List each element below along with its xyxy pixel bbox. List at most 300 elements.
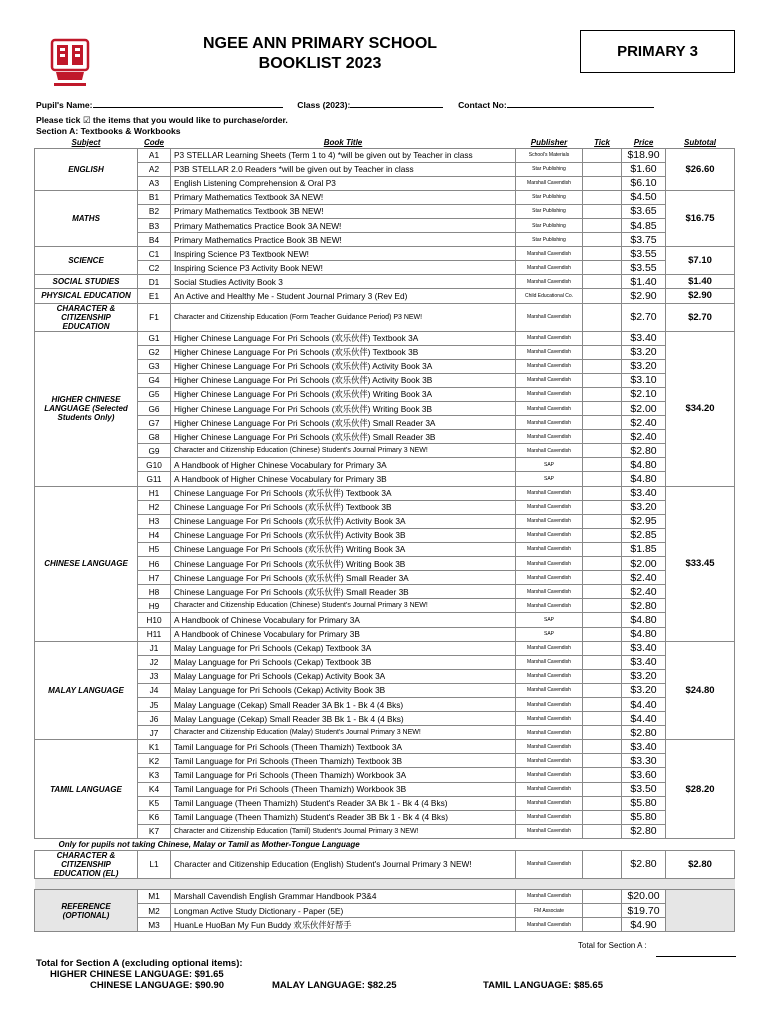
- book-publisher: Marshall Cavendish: [516, 740, 583, 754]
- tick-box[interactable]: [583, 233, 622, 247]
- col-tick: Tick: [594, 137, 610, 147]
- book-title: Malay Language for Pri Schools (Cekap) Textbook 3B: [171, 655, 516, 669]
- book-price: $2.80: [622, 599, 666, 613]
- instructions: [36, 115, 288, 137]
- book-row: [35, 387, 735, 401]
- tick-box[interactable]: [583, 275, 622, 289]
- book-title: Malay Language for Pri Schools (Cekap) Activity Book 3A: [171, 669, 516, 683]
- subject-cell: ENGLISH: [35, 148, 138, 190]
- book-code: K1: [138, 740, 171, 754]
- tick-box[interactable]: [583, 613, 622, 627]
- book-title: English Listening Comprehension & Oral P3: [171, 176, 516, 190]
- book-code: G11: [138, 472, 171, 486]
- book-publisher: Marshall Cavendish: [516, 303, 583, 331]
- class-field[interactable]: [350, 100, 443, 108]
- class-label: Class (2023):: [297, 100, 351, 110]
- book-price: $6.10: [622, 176, 666, 190]
- booklist-body: [35, 148, 735, 932]
- book-price: $5.80: [622, 796, 666, 810]
- book-title: Character and Citizenship Education (Malay) Student's Journal Primary 3 NEW!: [171, 726, 516, 740]
- totals-summary: [36, 958, 243, 980]
- book-row: [35, 726, 735, 740]
- book-title: Tamil Language for Pri Schools (Theen Thamizh) Workbook 3A: [171, 768, 516, 782]
- book-title: Primary Mathematics Practice Book 3B NEW!: [171, 233, 516, 247]
- book-price: $4.80: [622, 613, 666, 627]
- book-price: $3.50: [622, 782, 666, 796]
- book-price: $3.30: [622, 754, 666, 768]
- book-title: Character and Citizenship Education (English) Student's Journal Primary 3 NEW!: [171, 850, 516, 878]
- book-publisher: Marshall Cavendish: [516, 444, 583, 458]
- book-price: $20.00: [622, 889, 666, 903]
- contact-field[interactable]: [507, 100, 654, 108]
- book-price: $3.40: [622, 486, 666, 500]
- tick-box[interactable]: [583, 683, 622, 697]
- book-row: [35, 768, 735, 782]
- book-title: A Handbook of Higher Chinese Vocabulary for Primary 3A: [171, 458, 516, 472]
- book-publisher: Marshall Cavendish: [516, 416, 583, 430]
- book-code: A2: [138, 162, 171, 176]
- tick-box[interactable]: [583, 712, 622, 726]
- book-publisher: School's Materials: [516, 148, 583, 162]
- book-title: Character and Citizenship Education (Chinese) Student's Journal Primary 3 NEW!: [171, 599, 516, 613]
- tick-box[interactable]: [583, 571, 622, 585]
- tick-box[interactable]: [583, 768, 622, 782]
- book-code: J1: [138, 641, 171, 655]
- el-note: Only for pupils not taking Chinese, Malay or Tamil as Mother-Tongue Language: [58, 839, 360, 849]
- col-code: Code: [144, 137, 164, 147]
- book-price: $2.90: [622, 289, 666, 303]
- book-code: J5: [138, 697, 171, 711]
- book-title: Character and Citizenship Education (Chinese) Student's Journal Primary 3 NEW!: [171, 444, 516, 458]
- book-title: Chinese Language For Pri Schools (欢乐伙伴) Activity Book 3B: [171, 528, 516, 542]
- subtotal-cell: $2.90: [666, 289, 735, 303]
- book-price: $4.40: [622, 697, 666, 711]
- tick-box[interactable]: [583, 528, 622, 542]
- book-row: [35, 148, 735, 162]
- book-title: A Handbook of Chinese Vocabulary for Primary 3A: [171, 613, 516, 627]
- book-title: Malay Language (Cekap) Small Reader 3A Bk 1 - Bk 4 (4 Bks): [171, 697, 516, 711]
- subject-cell: CHINESE LANGUAGE: [35, 486, 138, 641]
- book-title: A Handbook of Higher Chinese Vocabulary for Primary 3B: [171, 472, 516, 486]
- tick-box[interactable]: [583, 176, 622, 190]
- book-code: J7: [138, 726, 171, 740]
- book-code: G10: [138, 458, 171, 472]
- contact-label: Contact No:: [458, 100, 507, 110]
- book-row: [35, 599, 735, 613]
- subject-cell: PHYSICAL EDUCATION: [35, 289, 138, 303]
- book-row: [35, 697, 735, 711]
- book-row: [35, 514, 735, 528]
- book-publisher: Star Publishing: [516, 190, 583, 204]
- book-code: H2: [138, 500, 171, 514]
- book-publisher: Marshall Cavendish: [516, 889, 583, 903]
- book-title: Inspiring Science P3 Activity Book NEW!: [171, 261, 516, 275]
- book-price: $3.20: [622, 345, 666, 359]
- subject-cell: MALAY LANGUAGE: [35, 641, 138, 740]
- subject-cell: CHARACTER & CITIZENSHIP EDUCATION: [35, 303, 138, 331]
- pupil-name-field[interactable]: [93, 100, 283, 108]
- subtotal-cell: $7.10: [666, 247, 735, 275]
- tick-box[interactable]: [583, 726, 622, 740]
- book-price: $3.20: [622, 359, 666, 373]
- book-title: Higher Chinese Language For Pri Schools (欢乐伙伴) Activity Book 3A: [171, 359, 516, 373]
- total-chinese: CHINESE LANGUAGE: $90.90: [90, 980, 225, 991]
- book-title: Chinese Language For Pri Schools (欢乐伙伴) Writing Book 3A: [171, 542, 516, 556]
- book-code: C1: [138, 247, 171, 261]
- book-publisher: Marshall Cavendish: [516, 430, 583, 444]
- book-code: K2: [138, 754, 171, 768]
- subtotal-cell: $26.60: [666, 148, 735, 190]
- book-publisher: Marshall Cavendish: [516, 557, 583, 571]
- book-price: $2.85: [622, 528, 666, 542]
- book-price: $1.60: [622, 162, 666, 176]
- primary-level-box: PRIMARY 3: [580, 30, 735, 73]
- book-row: [35, 458, 735, 472]
- book-code: G1: [138, 331, 171, 345]
- tick-box[interactable]: [583, 542, 622, 556]
- tick-box[interactable]: [583, 373, 622, 387]
- tick-box[interactable]: [583, 458, 622, 472]
- book-row: [35, 247, 735, 261]
- book-code: G3: [138, 359, 171, 373]
- book-price: $4.80: [622, 472, 666, 486]
- total-section-a-field[interactable]: [656, 956, 736, 957]
- section-heading: Section A: Textbooks & Workbooks: [36, 126, 181, 136]
- book-publisher: Marshall Cavendish: [516, 768, 583, 782]
- book-title: Tamil Language for Pri Schools (Theen Thamizh) Textbook 3A: [171, 740, 516, 754]
- book-price: $2.10: [622, 387, 666, 401]
- book-publisher: Marshall Cavendish: [516, 918, 583, 932]
- tick-box[interactable]: [583, 190, 622, 204]
- book-row: [35, 162, 735, 176]
- tick-box[interactable]: [583, 162, 622, 176]
- book-title: Chinese Language For Pri Schools (欢乐伙伴) Textbook 3A: [171, 486, 516, 500]
- book-row: [35, 850, 735, 878]
- book-row: [35, 904, 735, 918]
- book-code: G2: [138, 345, 171, 359]
- book-row: [35, 486, 735, 500]
- book-code: H10: [138, 613, 171, 627]
- tick-box[interactable]: [583, 918, 622, 932]
- book-row: [35, 289, 735, 303]
- book-price: $3.55: [622, 261, 666, 275]
- tick-box[interactable]: [583, 796, 622, 810]
- book-row: [35, 740, 735, 754]
- tick-box[interactable]: [583, 261, 622, 275]
- tick-box[interactable]: [583, 824, 622, 838]
- document-title: [150, 34, 490, 74]
- tick-box[interactable]: [583, 514, 622, 528]
- tick-box[interactable]: [583, 641, 622, 655]
- book-publisher: Marshall Cavendish: [516, 754, 583, 768]
- book-price: $2.40: [622, 430, 666, 444]
- tick-box[interactable]: [583, 402, 622, 416]
- tick-box[interactable]: [583, 486, 622, 500]
- book-price: $4.85: [622, 218, 666, 232]
- book-row: [35, 204, 735, 218]
- book-publisher: Marshall Cavendish: [516, 726, 583, 740]
- book-code: A3: [138, 176, 171, 190]
- book-code: M1: [138, 889, 171, 903]
- book-title: Higher Chinese Language For Pri Schools (欢乐伙伴) Textbook 3A: [171, 331, 516, 345]
- book-price: $1.85: [622, 542, 666, 556]
- book-price: $2.70: [622, 303, 666, 331]
- book-title: Chinese Language For Pri Schools (欢乐伙伴) Writing Book 3B: [171, 557, 516, 571]
- tick-box[interactable]: [583, 289, 622, 303]
- subtotal-cell: $28.20: [666, 740, 735, 839]
- tick-box[interactable]: [583, 500, 622, 514]
- book-title: Higher Chinese Language For Pri Schools (欢乐伙伴) Small Reader 3A: [171, 416, 516, 430]
- book-row: [35, 557, 735, 571]
- book-row: [35, 627, 735, 641]
- book-row: [35, 261, 735, 275]
- book-publisher: Marshall Cavendish: [516, 387, 583, 401]
- book-code: E1: [138, 289, 171, 303]
- book-price: $3.20: [622, 683, 666, 697]
- tick-box[interactable]: [583, 655, 622, 669]
- book-title: Chinese Language For Pri Schools (欢乐伙伴) Textbook 3B: [171, 500, 516, 514]
- book-publisher: Marshall Cavendish: [516, 796, 583, 810]
- book-price: $4.80: [622, 458, 666, 472]
- tick-box[interactable]: [583, 204, 622, 218]
- book-row: [35, 402, 735, 416]
- book-row: [35, 796, 735, 810]
- book-title: Higher Chinese Language For Pri Schools (欢乐伙伴) Textbook 3B: [171, 345, 516, 359]
- total-higher-chinese: HIGHER CHINESE LANGUAGE: $91.65: [50, 969, 224, 980]
- book-code: K3: [138, 768, 171, 782]
- book-row: [35, 233, 735, 247]
- book-code: H4: [138, 528, 171, 542]
- book-code: M3: [138, 918, 171, 932]
- book-title: P3 STELLAR Learning Sheets (Term 1 to 4) *will be given out by Teacher in class: [171, 148, 516, 162]
- subtotal-cell: $24.80: [666, 641, 735, 740]
- tick-box[interactable]: [583, 331, 622, 345]
- book-price: $2.40: [622, 585, 666, 599]
- book-title: Chinese Language For Pri Schools (欢乐伙伴) Small Reader 3A: [171, 571, 516, 585]
- tick-box[interactable]: [583, 599, 622, 613]
- book-row: [35, 585, 735, 599]
- tick-box[interactable]: [583, 472, 622, 486]
- tick-box[interactable]: [583, 585, 622, 599]
- total-malay: MALAY LANGUAGE: $82.25: [272, 980, 397, 991]
- book-price: $2.00: [622, 402, 666, 416]
- pupil-details-line: [36, 100, 654, 110]
- book-code: J4: [138, 683, 171, 697]
- tick-box[interactable]: [583, 904, 622, 918]
- school-crest-logo: [48, 38, 92, 90]
- book-code: K7: [138, 824, 171, 838]
- book-publisher: Marshall Cavendish: [516, 247, 583, 261]
- book-publisher: Star Publishing: [516, 204, 583, 218]
- col-price: Price: [633, 137, 654, 147]
- book-code: F1: [138, 303, 171, 331]
- book-price: $2.80: [622, 824, 666, 838]
- book-publisher: Marshall Cavendish: [516, 850, 583, 878]
- book-publisher: Marshall Cavendish: [516, 331, 583, 345]
- book-title: An Active and Healthy Me - Student Journal Primary 3 (Rev Ed): [171, 289, 516, 303]
- book-title: Character and Citizenship Education (Tamil) Student's Journal Primary 3 NEW!: [171, 824, 516, 838]
- tick-box[interactable]: [583, 430, 622, 444]
- col-subtotal: Subtotal: [684, 137, 716, 147]
- book-row: [35, 444, 735, 458]
- book-code: B1: [138, 190, 171, 204]
- book-publisher: Marshall Cavendish: [516, 641, 583, 655]
- tick-box[interactable]: [583, 416, 622, 430]
- book-title: HuanLe HuoBan My Fun Buddy 欢乐伙伴好帮手: [171, 918, 516, 932]
- book-price: $3.60: [622, 768, 666, 782]
- subtotal-cell: $2.70: [666, 303, 735, 331]
- book-code: J3: [138, 669, 171, 683]
- book-title: Higher Chinese Language For Pri Schools (欢乐伙伴) Writing Book 3B: [171, 402, 516, 416]
- tick-box[interactable]: [583, 345, 622, 359]
- book-publisher: Marshall Cavendish: [516, 782, 583, 796]
- book-price: $3.55: [622, 247, 666, 261]
- el-note-row: [35, 838, 735, 850]
- booklist-year: BOOKLIST 2023: [258, 55, 382, 72]
- tick-instruction: Please tick ☑ the items that you would like to purchase/order.: [36, 115, 288, 125]
- book-title: Primary Mathematics Textbook 3A NEW!: [171, 190, 516, 204]
- book-publisher: Marshall Cavendish: [516, 275, 583, 289]
- book-publisher: Marshall Cavendish: [516, 514, 583, 528]
- book-row: [35, 810, 735, 824]
- tick-box[interactable]: [583, 444, 622, 458]
- book-title: Social Studies Activity Book 3: [171, 275, 516, 289]
- subject-cell: MATHS: [35, 190, 138, 246]
- table-header: [35, 137, 735, 148]
- book-code: K6: [138, 810, 171, 824]
- subject-cell: HIGHER CHINESE LANGUAGE (Selected Students Only): [35, 331, 138, 486]
- book-row: [35, 571, 735, 585]
- tick-box[interactable]: [583, 740, 622, 754]
- book-code: M2: [138, 904, 171, 918]
- col-title: Book Title: [323, 137, 363, 147]
- booklist-table: [34, 137, 735, 932]
- tick-box[interactable]: [583, 754, 622, 768]
- tick-box[interactable]: [583, 148, 622, 162]
- subtotal-cell: $33.45: [666, 486, 735, 641]
- tick-box[interactable]: [583, 359, 622, 373]
- book-row: [35, 824, 735, 838]
- book-row: [35, 331, 735, 345]
- tick-box[interactable]: [583, 247, 622, 261]
- book-row: [35, 754, 735, 768]
- col-publisher: Publisher: [530, 137, 568, 147]
- book-title: A Handbook of Chinese Vocabulary for Primary 3B: [171, 627, 516, 641]
- book-price: $3.65: [622, 204, 666, 218]
- tick-box[interactable]: [583, 697, 622, 711]
- book-row: [35, 416, 735, 430]
- book-code: H3: [138, 514, 171, 528]
- book-row: [35, 430, 735, 444]
- tick-box[interactable]: [583, 669, 622, 683]
- book-publisher: Marshall Cavendish: [516, 712, 583, 726]
- book-price: $19.70: [622, 904, 666, 918]
- book-title: Primary Mathematics Textbook 3B NEW!: [171, 204, 516, 218]
- book-row: [35, 712, 735, 726]
- book-publisher: Star Publishing: [516, 233, 583, 247]
- book-code: G7: [138, 416, 171, 430]
- book-row: [35, 303, 735, 331]
- book-publisher: Marshall Cavendish: [516, 500, 583, 514]
- book-publisher: Star Publishing: [516, 162, 583, 176]
- book-publisher: SAP: [516, 472, 583, 486]
- tick-box[interactable]: [583, 557, 622, 571]
- book-price: $3.40: [622, 641, 666, 655]
- book-row: [35, 500, 735, 514]
- book-row: [35, 472, 735, 486]
- tick-box[interactable]: [583, 627, 622, 641]
- book-publisher: Marshall Cavendish: [516, 599, 583, 613]
- pupil-name-label: Pupil's Name:: [36, 100, 93, 110]
- book-publisher: Marshall Cavendish: [516, 697, 583, 711]
- book-title: P3B STELLAR 2.0 Readers *will be given out by Teacher in class: [171, 162, 516, 176]
- tick-box[interactable]: [583, 889, 622, 903]
- totals-heading: Total for Section A (excluding optional items):: [36, 958, 243, 969]
- book-code: J2: [138, 655, 171, 669]
- tick-box[interactable]: [583, 810, 622, 824]
- book-row: [35, 683, 735, 697]
- book-code: K4: [138, 782, 171, 796]
- tick-box[interactable]: [583, 782, 622, 796]
- book-code: H6: [138, 557, 171, 571]
- total-section-a-label: Total for Section A :: [578, 941, 647, 950]
- book-publisher: Marshall Cavendish: [516, 571, 583, 585]
- book-title: Tamil Language for Pri Schools (Theen Thamizh) Textbook 3B: [171, 754, 516, 768]
- book-code: H1: [138, 486, 171, 500]
- book-row: [35, 176, 735, 190]
- book-code: A1: [138, 148, 171, 162]
- tick-box[interactable]: [583, 303, 622, 331]
- book-publisher: Marshall Cavendish: [516, 683, 583, 697]
- book-price: $4.50: [622, 190, 666, 204]
- school-name: NGEE ANN PRIMARY SCHOOL: [202, 35, 438, 52]
- book-price: $2.40: [622, 416, 666, 430]
- tick-box[interactable]: [583, 218, 622, 232]
- book-title: Malay Language for Pri Schools (Cekap) Textbook 3A: [171, 641, 516, 655]
- book-title: Tamil Language for Pri Schools (Theen Thamizh) Workbook 3B: [171, 782, 516, 796]
- book-price: $2.80: [622, 850, 666, 878]
- subject-cell: CHARACTER & CITIZENSHIP EDUCATION (EL): [35, 850, 138, 878]
- book-code: G4: [138, 373, 171, 387]
- book-price: $2.00: [622, 557, 666, 571]
- tick-box[interactable]: [583, 850, 622, 878]
- book-row: [35, 889, 735, 903]
- book-code: B3: [138, 218, 171, 232]
- book-row: [35, 613, 735, 627]
- book-code: H9: [138, 599, 171, 613]
- book-publisher: FM Associate: [516, 904, 583, 918]
- book-code: G8: [138, 430, 171, 444]
- book-row: [35, 669, 735, 683]
- book-price: $2.40: [622, 571, 666, 585]
- book-row: [35, 345, 735, 359]
- book-title: Chinese Language For Pri Schools (欢乐伙伴) Small Reader 3B: [171, 585, 516, 599]
- book-price: $2.95: [622, 514, 666, 528]
- book-row: [35, 275, 735, 289]
- book-price: $3.75: [622, 233, 666, 247]
- book-code: G5: [138, 387, 171, 401]
- book-code: H8: [138, 585, 171, 599]
- book-code: B2: [138, 204, 171, 218]
- subtotal-cell: $1.40: [666, 275, 735, 289]
- book-title: Malay Language for Pri Schools (Cekap) Activity Book 3B: [171, 683, 516, 697]
- book-price: $4.40: [622, 712, 666, 726]
- tick-box[interactable]: [583, 387, 622, 401]
- book-publisher: Marshall Cavendish: [516, 542, 583, 556]
- book-publisher: Marshall Cavendish: [516, 373, 583, 387]
- book-price: $5.80: [622, 810, 666, 824]
- subtotal-cell: $16.75: [666, 190, 735, 246]
